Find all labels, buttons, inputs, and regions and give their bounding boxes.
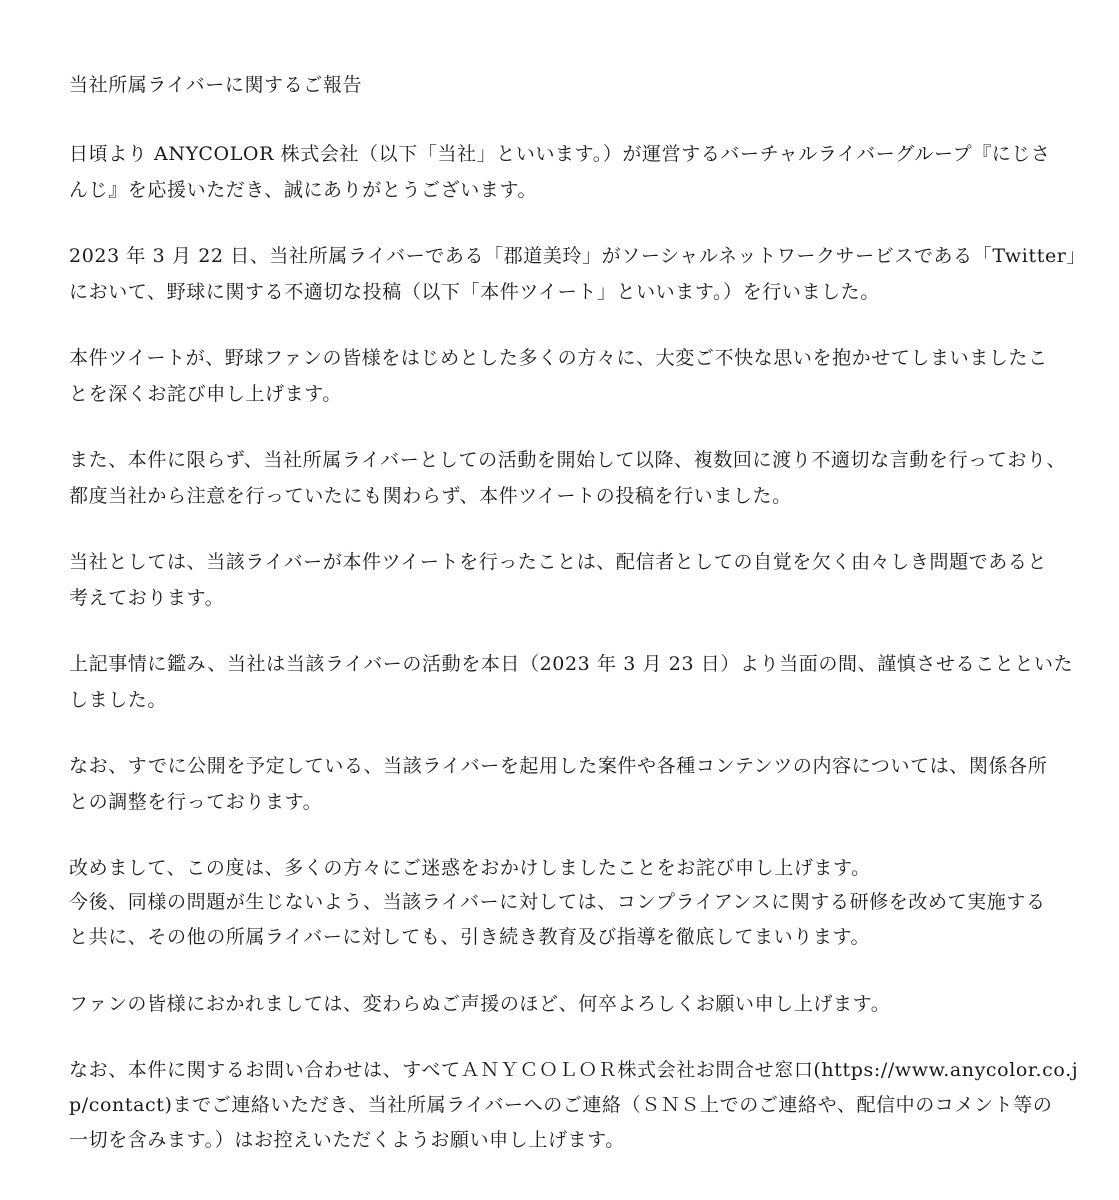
paragraph-6-line-1: 上記事情に鑑み、当社は当該ライバーの活動を本日（2023 年 3 月 23 日）より当面の間、謹慎させることといた [69, 653, 1074, 675]
paragraph-5-line-2: 考えております。 [69, 587, 225, 609]
paragraph-8-line-2: 今後、同様の問題が生じないよう、当該ライバーに対しては、コンプライアンスに関する研修を改めて実施する [69, 891, 1046, 913]
paragraph-2-line-2: において、野球に関する不適切な投稿（以下「本件ツイート」といいます。）を行いました。 [69, 281, 880, 303]
paragraph-9-line-1: ファンの皆様におかれましては、変わらぬご声援のほど、何卒よろしくお願い申し上げます。 [69, 993, 891, 1015]
paragraph-1-line-2: んじ』を応援いただき、誠にありがとうございます。 [69, 179, 538, 201]
paragraph-1-line-1: 日頃より ANYCOLOR 株式会社（以下「当社」といいます。）が運営するバーチャルライバーグループ『にじさ [69, 143, 1051, 165]
paragraph-5-line-1: 当社としては、当該ライバーが本件ツイートを行ったことは、配信者としての自覚を欠く由々しき問題であると [69, 551, 1048, 573]
paragraph-4-line-1: また、本件に限らず、当社所属ライバーとしての活動を開始して以降、複数回に渡り不適切な言動を行っており、 [69, 449, 1067, 471]
paragraph-8-line-3: と共に、その他の所属ライバーに対しても、引き続き教育及び指導を徹底してまいります。 [69, 926, 871, 948]
paragraph-4-line-2: 都度当社から注意を行っていたにも関わらず、本件ツイートの投稿を行いました。 [69, 485, 792, 507]
paragraph-6-line-2: しました。 [69, 689, 168, 711]
paragraph-10-line-3: 一切を含みます。）はお控えいただくようお願い申し上げます。 [69, 1129, 625, 1151]
paragraph-2-line-1: 2023 年 3 月 22 日、当社所属ライバーである「郡道美玲」がソーシャルネットワークサービスである「Twitter」 [69, 245, 1087, 267]
paragraph-10-line-2: p/contact)までご連絡いただき、当社所属ライバーへのご連絡（ＳＮＳ上でのご連絡や、配信中のコメント等の [69, 1094, 1053, 1116]
document-title: 当社所属ライバーに関するご報告 [69, 74, 363, 96]
paragraph-7-line-1: なお、すでに公開を予定している、当該ライバーを起用した案件や各種コンテンツの内容については、関係各所 [69, 755, 1048, 777]
paragraph-3-line-2: とを深くお詫び申し上げます。 [69, 383, 342, 405]
paragraph-7-line-2: との調整を行っております。 [69, 791, 323, 813]
paragraph-10-line-1: なお、本件に関するお問い合わせは、すべてＡＮＹＣＯＬＯＲ株式会社お問合せ窓口(https://www.anycolor.co.j [69, 1059, 1079, 1081]
paragraph-8-line-1: 改めまして、この度は、多くの方々にご迷惑をおかけしましたことをお詫び申し上げます。 [69, 857, 871, 879]
paragraph-3-line-1: 本件ツイートが、野球ファンの皆様をはじめとした多くの方々に、大変ご不快な思いを抱かせてしまいましたこ [69, 347, 1048, 369]
